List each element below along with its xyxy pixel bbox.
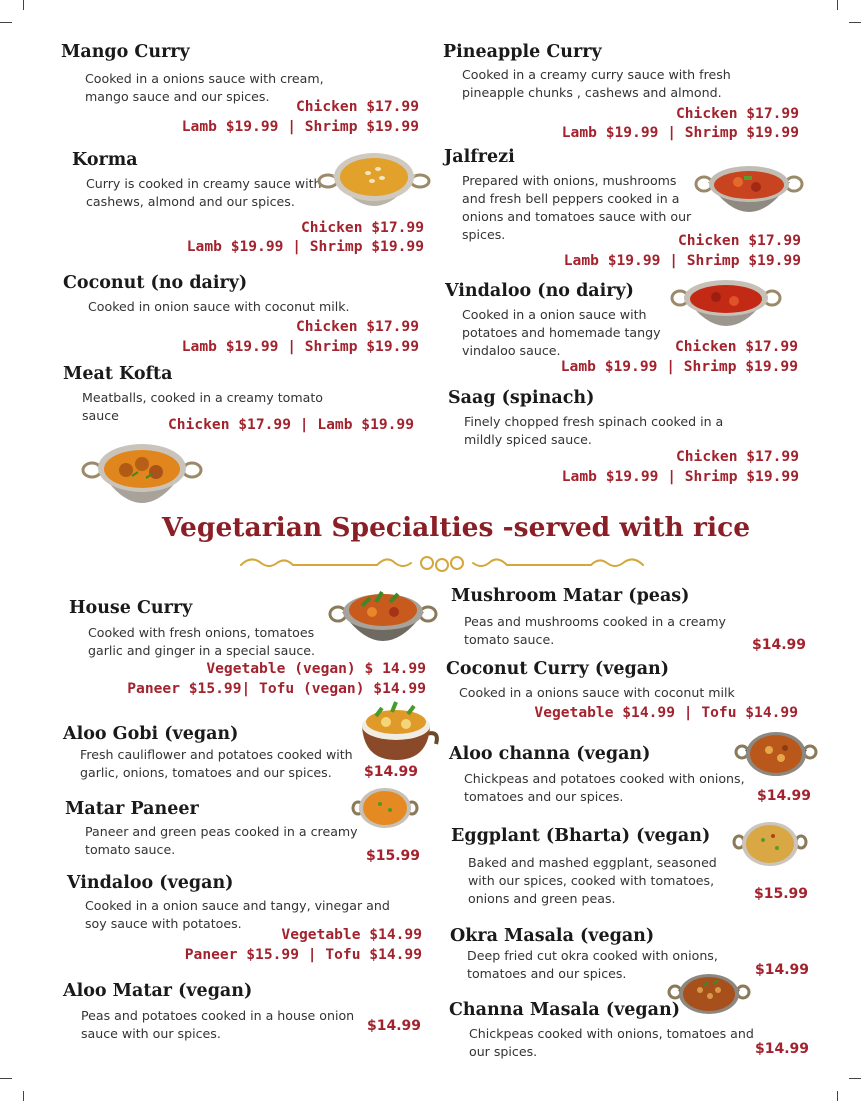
item-price: Lamb $19.99 | Shrimp $19.99 [560,358,798,375]
desc-line: tomatoes and our spices. [467,966,627,981]
desc-line: Cooked in a creamy curry sauce with fresh [462,67,731,82]
item-price: $14.99 [364,764,419,780]
item-price: $15.99 [754,886,809,902]
item-price: Lamb $19.99 | Shrimp $19.99 [561,124,799,141]
item-price: $14.99 [367,1018,422,1034]
desc-line: tomatoes and our spices. [464,789,624,804]
matar-paneer-dish-image [352,786,418,842]
desc-line: Chickpeas cooked with onions, tomatoes and [469,1026,754,1041]
crop-mark [849,1078,861,1079]
desc-line: Cooked with fresh onions, tomatoes [88,625,315,640]
item-price: Paneer $15.99| Tofu (vegan) $14.99 [127,680,426,697]
desc-line: mango sauce and our spices. [85,89,270,104]
kofta-dish-image [82,436,202,522]
item-price: Chicken $17.99 [295,98,419,115]
desc-line: Fresh cauliflower and potatoes cooked with [80,747,353,762]
item-title: Matar Paneer [65,799,199,819]
section-title: Vegetarian Specialties -served with rice [161,512,751,543]
item-price: $14.99 [752,637,807,653]
desc-line: Peas and mushrooms cooked in a creamy [464,614,726,629]
item-price: Chicken $17.99 [674,338,798,355]
desc-line: Curry is cooked in creamy sauce with [86,176,322,191]
item-description [464,413,723,449]
desc-line: Cooked in a onion sauce with [462,307,647,322]
item-title: Vindaloo (no dairy) [445,281,634,301]
jalfrezi-dish-image [694,162,804,228]
item-price: Vegetable (vegan) $ 14.99 [206,660,426,677]
item-title: Channa Masala (vegan) [449,1000,681,1020]
desc-line: Chickpeas and potatoes cooked with onions, [464,771,745,786]
item-price: Chicken $17.99 | Lamb $19.99 [167,416,414,433]
desc-line: soy sauce with potatoes. [85,916,242,931]
item-title: Pineapple Curry [443,42,602,62]
desc-line: onions and tomatoes sauce with our [462,209,692,224]
item-price: Paneer $15.99 | Tofu $14.99 [184,946,422,963]
item-title: House Curry [69,598,193,618]
desc-line: pineapple chunks , cashews and almond. [462,85,722,100]
item-price: Lamb $19.99 | Shrimp $19.99 [186,238,424,255]
item-description [80,746,353,782]
item-price: Vegetable $14.99 | Tofu $14.99 [534,704,798,721]
desc-line: and fresh bell peppers cooked in a [462,191,680,206]
desc-line: Prepared with onions, mushrooms [462,173,677,188]
item-description [468,854,717,908]
desc-line: Cooked in onion sauce with coconut milk. [88,299,350,314]
item-title: Vindaloo (vegan) [67,873,234,893]
desc-line: cashews, almond and our spices. [86,194,295,209]
item-description [86,175,322,211]
desc-line: our spices. [469,1044,538,1059]
crop-mark [837,1091,838,1101]
crop-mark [849,22,861,23]
item-price: Chicken $17.99 [675,448,799,465]
desc-line: Cooked in a onions sauce with cream, [85,71,324,86]
desc-line: Cooked in a onions sauce with coconut milk [459,685,735,700]
desc-line: Peas and potatoes cooked in a house onion [81,1008,355,1023]
item-price: $15.99 [366,848,421,864]
item-title: Jalfrezi [444,147,515,167]
item-title: Saag (spinach) [448,388,595,408]
crop-mark [0,22,12,23]
channa-masala-dish-image [668,970,750,1030]
crop-mark [23,1091,24,1101]
item-title: Aloo channa (vegan) [449,744,651,764]
item-description [85,823,358,859]
desc-line: sauce with our spices. [81,1026,221,1041]
desc-line: sauce [82,408,119,423]
item-title: Korma [72,150,138,170]
item-description [459,684,735,702]
desc-line: garlic and ginger in a special sauce. [88,643,315,658]
item-price: Lamb $19.99 | Shrimp $19.99 [181,338,419,355]
item-title: Mango Curry [61,42,190,62]
item-price: Chicken $17.99 [677,232,801,249]
item-price: $14.99 [755,1041,810,1057]
eggplant-dish-image [733,818,807,878]
desc-line: with our spices, cooked with tomatoes, [468,873,715,888]
desc-line: Cooked in a onion sauce and tangy, vinegar and [85,898,390,913]
desc-line: Meatballs, cooked in a creamy tomato [82,390,323,405]
crop-mark [23,0,24,10]
item-title: Aloo Gobi (vegan) [63,724,239,744]
item-price: Lamb $19.99 | Shrimp $19.99 [561,468,799,485]
desc-line: tomato sauce. [464,632,555,647]
item-description [464,613,726,649]
desc-line: Paneer and green peas cooked in a creamy [85,824,358,839]
ornament-divider-icon [237,553,647,577]
item-description [462,172,691,244]
desc-line: Finely chopped fresh spinach cooked in a [464,414,724,429]
item-price: Chicken $17.99 [295,318,419,335]
desc-line: Deep fried cut okra cooked with onions, [467,948,718,963]
item-price: $14.99 [757,788,812,804]
desc-line: mildly spiced sauce. [464,432,592,447]
desc-line: tomato sauce. [85,842,176,857]
crop-mark [0,1078,12,1079]
desc-line: potatoes and homemade tangy [462,325,661,340]
desc-line: spices. [462,227,506,242]
desc-line: onions and green peas. [468,891,616,906]
item-price: Lamb $19.99 | Shrimp $19.99 [181,118,419,135]
item-description [462,306,661,360]
item-title: Coconut Curry (vegan) [446,659,670,679]
aloo-channa-dish-image [735,730,817,790]
house-curry-dish-image [328,588,438,656]
korma-dish-image [318,145,430,221]
desc-line: Baked and mashed eggplant, seasoned [468,855,717,870]
item-title: Mushroom Matar (peas) [451,586,690,606]
desc-line: vindaloo sauce. [462,343,561,358]
item-price: Lamb $19.99 | Shrimp $19.99 [563,252,801,269]
aloo-gobi-dish-image [356,700,440,764]
crop-mark [837,0,838,10]
item-price: Chicken $17.99 [300,219,424,236]
item-description [88,624,315,660]
item-title: Aloo Matar (vegan) [63,981,253,1001]
item-description [464,770,745,806]
desc-line: garlic, onions, tomatoes and our spices. [80,765,332,780]
item-title: Meat Kofta [63,364,173,384]
item-price: $14.99 [755,962,810,978]
item-description [88,298,350,316]
vindaloo-dish-image [670,278,782,342]
item-description [462,66,731,102]
item-description [85,70,324,106]
item-description [469,1025,754,1061]
item-price: Chicken $17.99 [675,105,799,122]
item-title: Okra Masala (vegan) [450,926,655,946]
item-description [81,1007,354,1043]
item-title: Eggplant (Bharta) (vegan) [451,826,711,846]
item-title: Coconut (no dairy) [63,273,248,293]
item-price: Vegetable $14.99 [281,926,422,943]
